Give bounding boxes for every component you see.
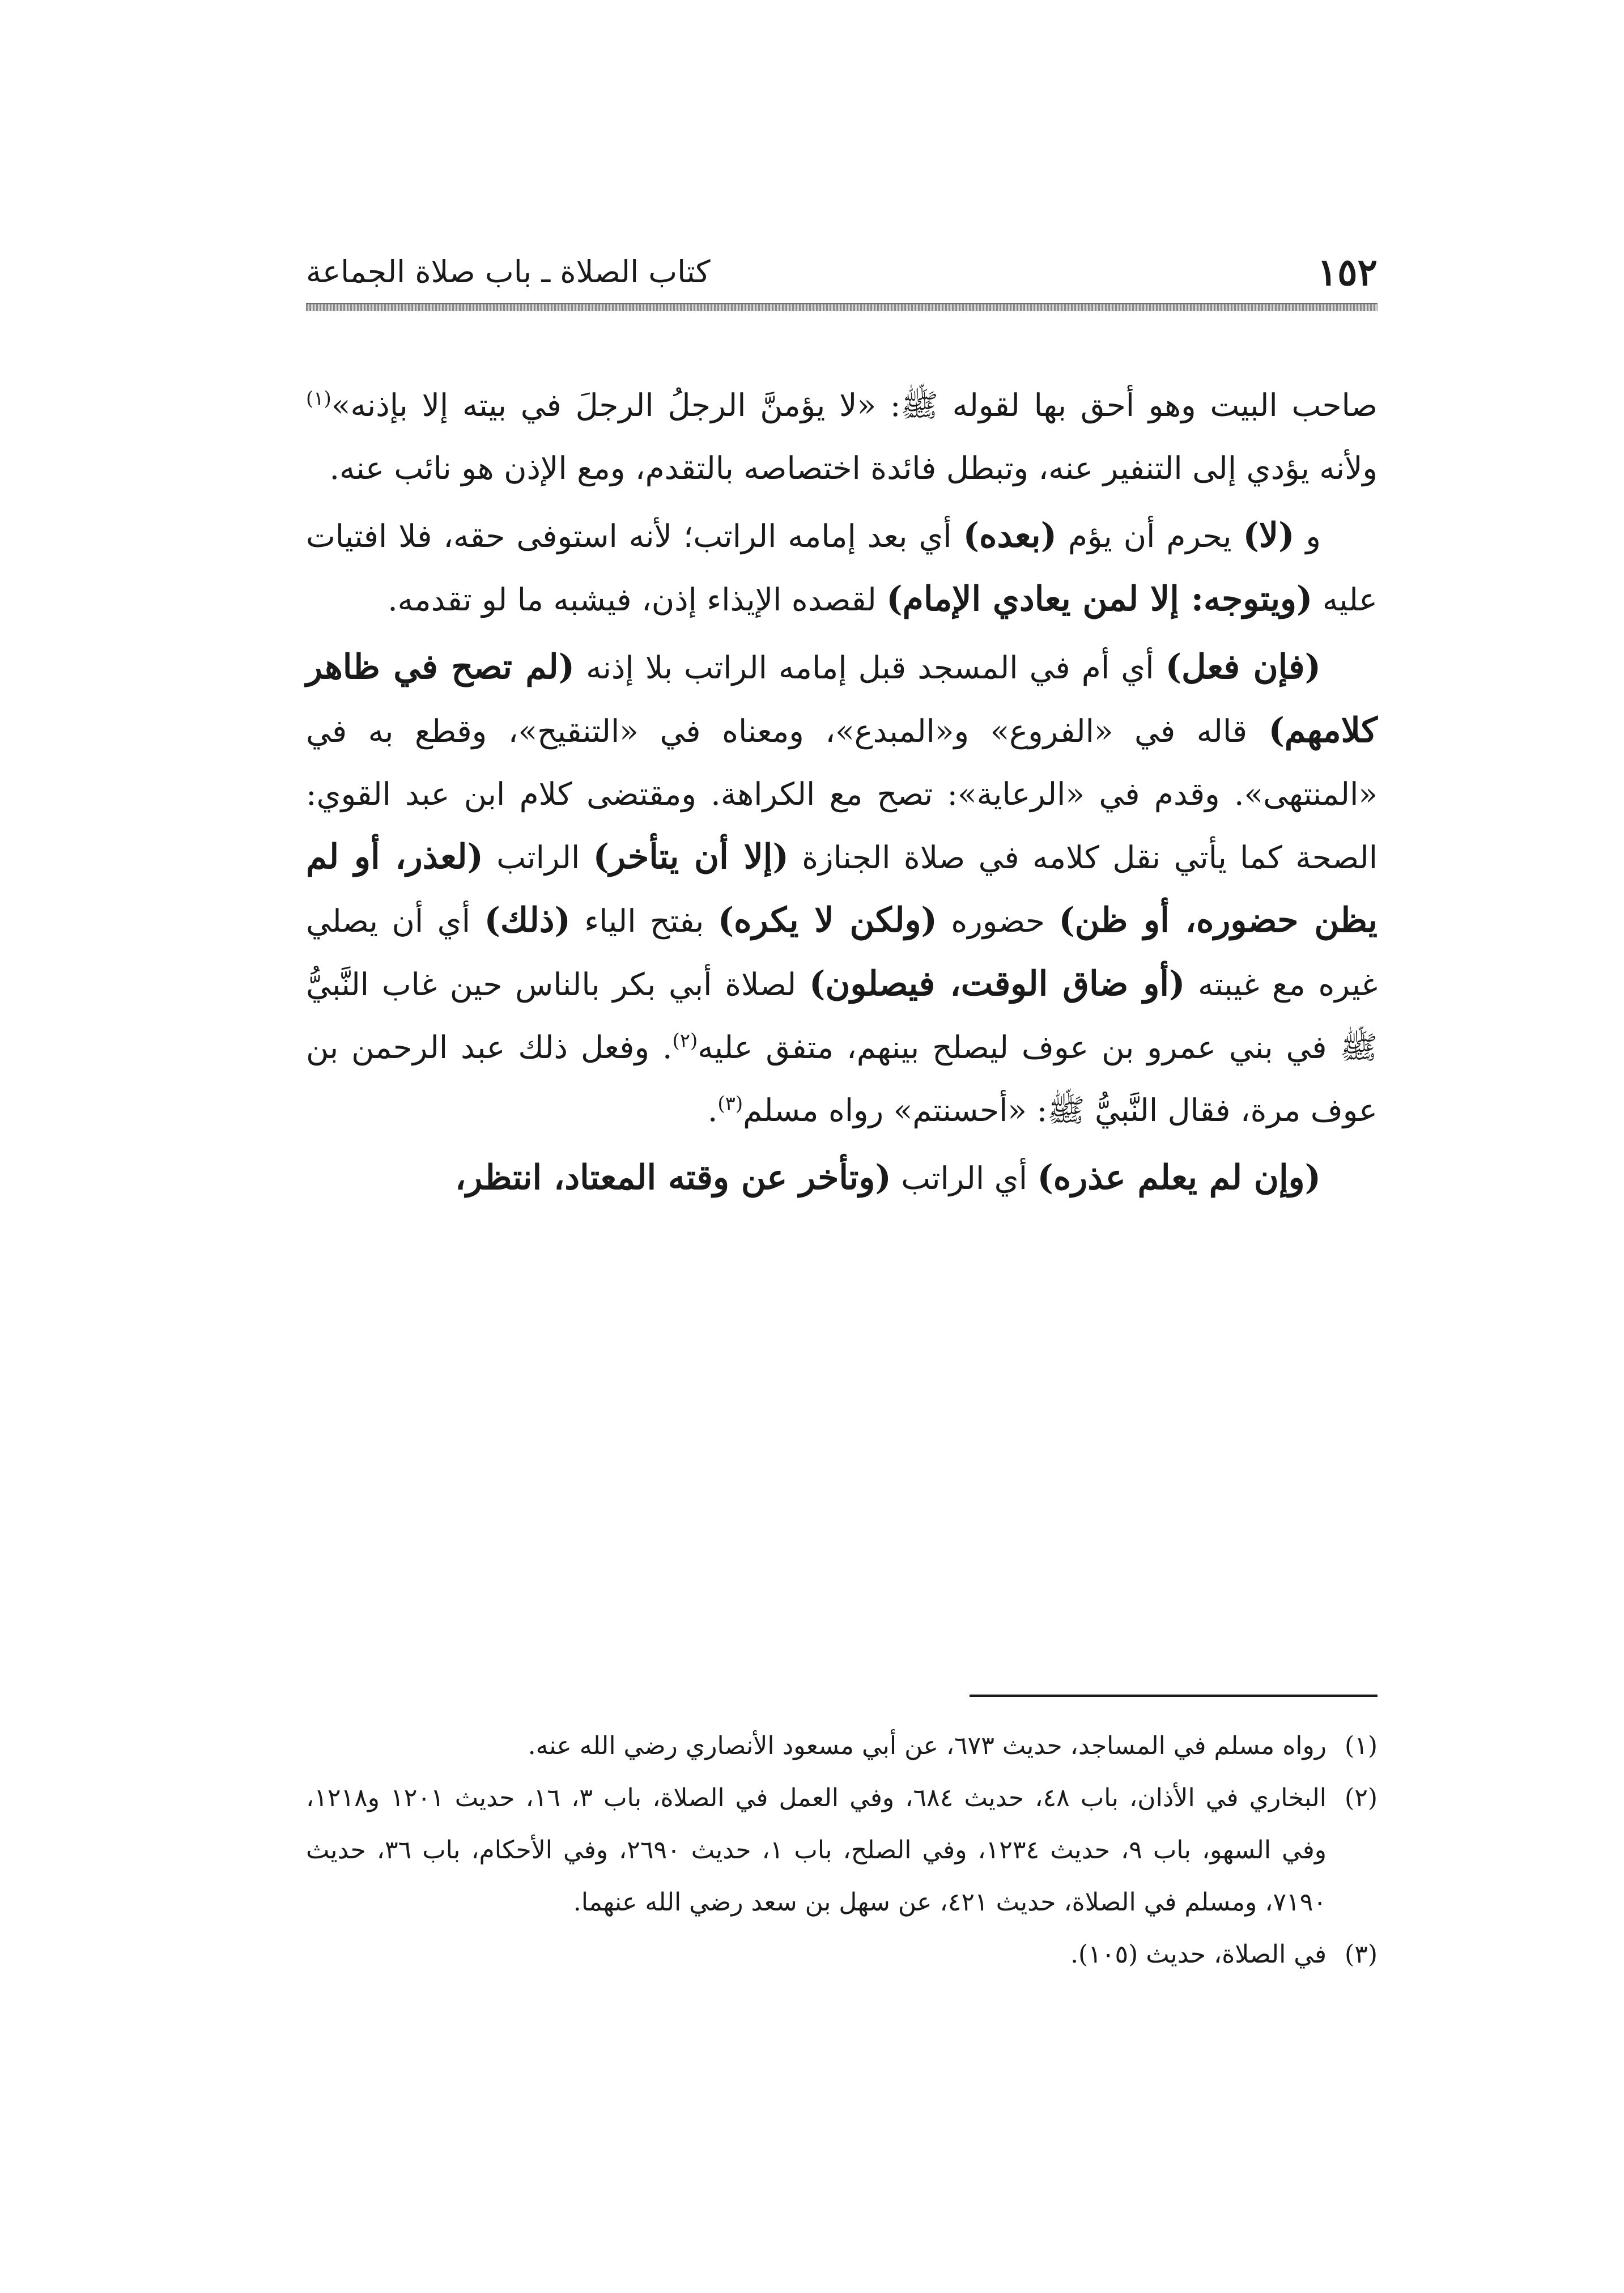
text-run: أي الراتب bbox=[891, 1160, 1038, 1196]
matn-text: (ويتوجه: إلا لمن يعادي الإمام) bbox=[886, 579, 1313, 619]
matn-text: (وإن لم يعلم عذره) bbox=[1037, 1158, 1321, 1198]
text-run: ولأنه يؤدي إلى التنفير عنه، وتبطل فائدة اختصاصه بالتقدم، ومع الإذن هو نائب عنه. bbox=[329, 450, 1378, 486]
page-number: ١٥٢ bbox=[1317, 250, 1378, 294]
matn-text: (أو ضاق الوقت، فيصلون) bbox=[809, 964, 1185, 1004]
text-run: يحرم أن يؤم bbox=[1057, 518, 1243, 554]
footnote-3 bbox=[306, 1929, 1378, 1981]
paragraph-3 bbox=[306, 636, 1378, 1142]
matn-text: (لم تصح في ظاهر كلامهم) bbox=[306, 647, 1378, 750]
footnote-separator bbox=[970, 1695, 1378, 1697]
text-run: الراتب bbox=[483, 839, 593, 876]
text-run: بفتح الياء bbox=[570, 903, 718, 939]
footnote-number: (٢) bbox=[1345, 1784, 1378, 1812]
footnote-2 bbox=[306, 1772, 1378, 1929]
footnote-1 bbox=[306, 1720, 1378, 1772]
footnote-text: رواه مسلم في المساجد، حديث ٦٧٣، عن أبي مسعود الأنصاري رضي الله عنه. bbox=[528, 1731, 1327, 1760]
paragraph-2 bbox=[306, 504, 1378, 631]
main-text bbox=[306, 374, 1378, 1210]
paragraph-1 bbox=[306, 374, 1378, 500]
text-run: أي أن يصلي غيره مع غيبته bbox=[306, 903, 1378, 1003]
footnote-text: في الصلاة، حديث (١٠٥). bbox=[1070, 1940, 1327, 1969]
footnote-ref-3: (٣) bbox=[717, 1092, 743, 1115]
text-run: صاحب البيت وهو أحق بها لقوله ﷺ: «لا يؤمنَّ الرجلُ الرجلَ في بيته إلا بإذنه» bbox=[331, 387, 1378, 423]
footnote-ref-1: (١) bbox=[306, 387, 331, 410]
footnote-ref-2: (٢) bbox=[672, 1029, 698, 1052]
footnote-text: البخاري في الأذان، باب ٤٨، حديث ٦٨٤، وفي العمل في الصلاة، باب ٣، ١٦، حديث ١٢٠١ و١٢١٨، وفي السهو، باب ٩، حديث ١٢٣٤، وفي الصلح، باب ١، حديث ٢٦٩٠، وفي الأحكام، باب ٣٦، حديث ٧١٩٠، ومسلم في الصلاة، حديث ٤٢١، عن سهل بن سعد رضي الله عنهما. bbox=[306, 1784, 1327, 1917]
text-run: . وفعل ذلك عبد الرحمن بن عوف مرة، فقال النَّبيُّ ﷺ: «أحسنتم» رواه مسلم bbox=[306, 1029, 1378, 1128]
footnotes bbox=[306, 1720, 1378, 1981]
matn-text: (وتأخر عن وقته المعتاد، انتظر، bbox=[455, 1158, 891, 1198]
footnote-number: (٣) bbox=[1345, 1940, 1378, 1969]
text-run: لصلاة أبي بكر بالناس حين غاب النَّبيُّ ﷺ في بني عمرو بن عوف ليصلح بينهم، متفق عليه bbox=[306, 966, 1378, 1065]
matn-text: (لا) bbox=[1243, 516, 1295, 555]
header-title: كتاب الصلاة ـ باب صلاة الجماعة bbox=[306, 254, 711, 290]
text-run: حضوره bbox=[937, 903, 1059, 939]
header-rule bbox=[306, 303, 1378, 311]
text-run: . bbox=[707, 1092, 718, 1128]
paragraph-4 bbox=[306, 1146, 1378, 1210]
running-header bbox=[306, 238, 1378, 295]
text-run: أي أم في المسجد قبل إمامه الراتب بلا إذنه bbox=[575, 649, 1166, 686]
matn-text: (لعذر، أو لم يظن حضوره، أو ظن) bbox=[306, 837, 1378, 940]
matn-text: (بعده) bbox=[963, 516, 1057, 555]
footnote-number: (١) bbox=[1345, 1731, 1378, 1760]
matn-text: (فإن فعل) bbox=[1165, 647, 1321, 687]
text-run: و bbox=[1294, 518, 1321, 554]
matn-text: (ولكن لا يكره) bbox=[717, 901, 937, 940]
text-run: أي بعد إمامه الراتب؛ لأنه استوفى حقه، فلا افتيات عليه bbox=[306, 518, 1378, 618]
text-run: لقصده الإيذاء إذن، فيشبه ما لو تقدمه. bbox=[388, 581, 887, 618]
text-run: قاله في «الفروع» و«المبدع»، ومعناه في «التنقيح»، وقطع به في «المنتهى». وقدم في «الرعاية»: تصح مع الكراهة. ومقتضى كلام ابن عبد القوي: الصحة كما يأتي نقل كلامه في صلاة الجنازة bbox=[306, 713, 1378, 876]
matn-text: (إلا أن يتأخر) bbox=[593, 837, 789, 877]
matn-text: (ذلك) bbox=[484, 901, 571, 940]
